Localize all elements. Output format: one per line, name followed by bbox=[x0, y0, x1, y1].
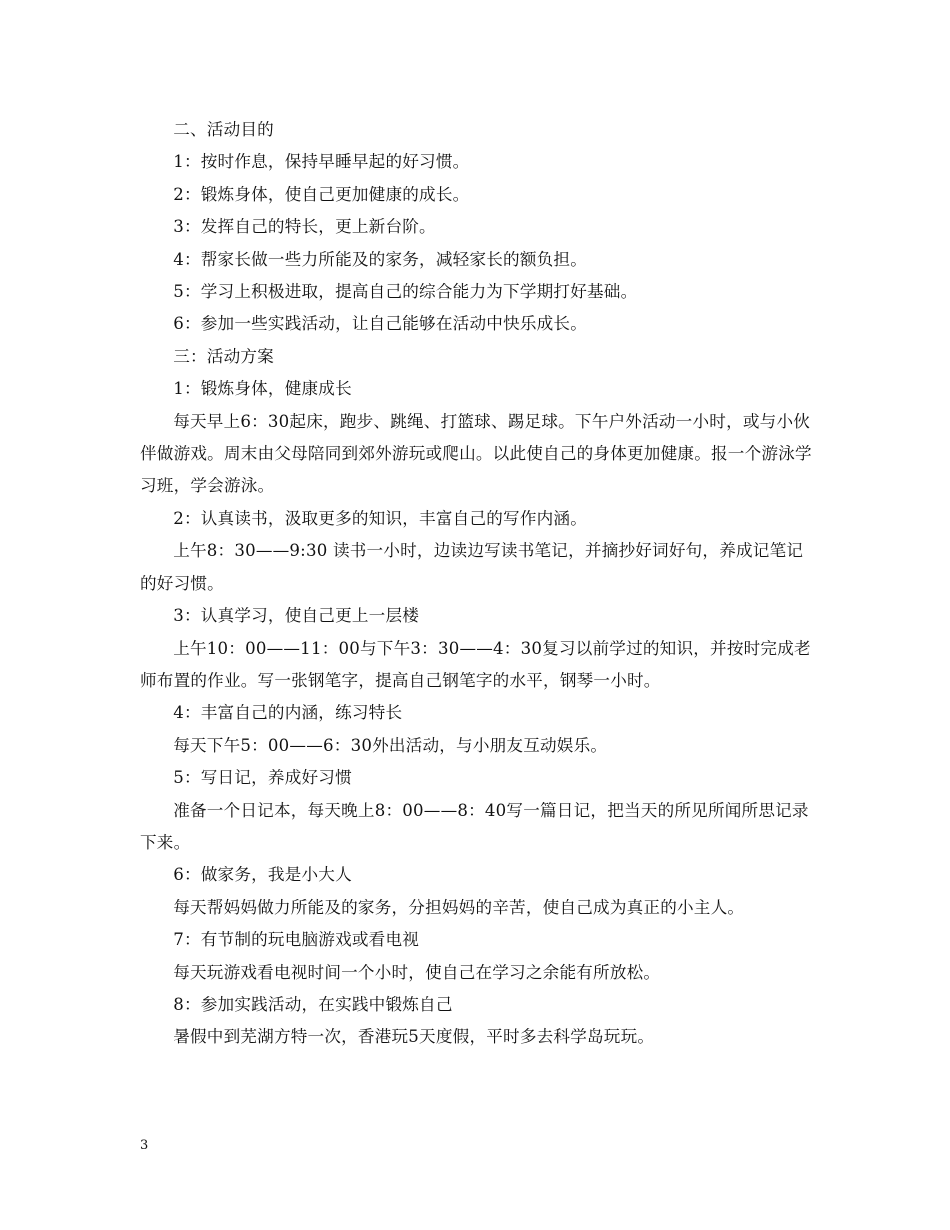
plan-item-2-title: 2：认真读书，汲取更多的知识，丰富自己的写作内涵。 bbox=[173, 508, 587, 528]
plan-item-6-body: 每天帮妈妈做力所能及的家务，分担妈妈的辛苦，使自己成为真正的小主人。 bbox=[173, 897, 745, 917]
plan-item-2-body: 上午8：30——9:30 读书一小时，边读边写读书笔记，并摘抄好词好句，养成记笔记的好习惯。 bbox=[140, 541, 804, 593]
goal-item-6: 6：参加一些实践活动，让自己能够在活动中快乐成长。 bbox=[173, 314, 587, 334]
plan-item-4-body: 每天下午5：00——6：30外出活动，与小朋友互动娱乐。 bbox=[173, 735, 608, 755]
goal-item-4: 4：帮家长做一些力所能及的家务，减轻家长的额负担。 bbox=[173, 249, 587, 269]
page-number: 3 bbox=[140, 1138, 149, 1153]
goal-item-2: 2：锻炼身体，使自己更加健康的成长。 bbox=[173, 184, 470, 204]
plan-item-1-body: 每天早上6：30起床，跑步、跳绳、打篮球、踢足球。下午户外活动一小时，或与小伙伴做游戏。周末由父母陪同到郊外游玩或爬山。以此使自己的身体更加健康。报一个游泳学习班，学会游泳。 bbox=[140, 411, 812, 496]
plan-item-1-title: 1：锻炼身体，健康成长 bbox=[173, 379, 352, 399]
plan-item-7-body: 每天玩游戏看电视时间一个小时，使自己在学习之余能有所放松。 bbox=[173, 962, 661, 982]
plan-item-6-title: 6：做家务，我是小大人 bbox=[173, 865, 352, 885]
plan-item-4-title: 4：丰富自己的内涵，练习特长 bbox=[173, 703, 403, 723]
plan-item-7-title: 7：有节制的玩电脑游戏或看电视 bbox=[173, 930, 420, 950]
plan-item-5-body: 准备一个日记本，每天晚上8：00——8：40写一篇日记，把当天的所见所闻所思记录下来。 bbox=[140, 800, 809, 852]
goal-item-5: 5：学习上积极进取，提高自己的综合能力为下学期打好基础。 bbox=[173, 282, 638, 302]
plan-item-5-title: 5：写日记，养成好习惯 bbox=[173, 768, 352, 788]
section-heading-activity-plan: 三：活动方案 bbox=[173, 346, 274, 366]
plan-item-8-title: 8：参加实践活动，在实践中锻炼自己 bbox=[173, 994, 453, 1014]
section-heading-activity-goals: 二、活动目的 bbox=[173, 120, 274, 139]
plan-item-3-title: 3：认真学习，使自己更上一层楼 bbox=[173, 606, 420, 626]
plan-item-3-body: 上午10：00——11：00与下午3：30——4：30复习以前学过的知识，并按时完成老师布置的作业。写一张钢笔字，提高自己钢笔字的水平，钢琴一小时。 bbox=[140, 638, 811, 690]
goal-item-3: 3：发挥自己的特长，更上新台阶。 bbox=[173, 217, 436, 237]
document-body bbox=[140, 114, 812, 1054]
plan-item-8-body: 暑假中到芜湖方特一次，香港玩5天度假，平时多去科学岛玩玩。 bbox=[173, 1027, 655, 1047]
goal-item-1: 1：按时作息，保持早睡早起的好习惯。 bbox=[173, 152, 470, 172]
